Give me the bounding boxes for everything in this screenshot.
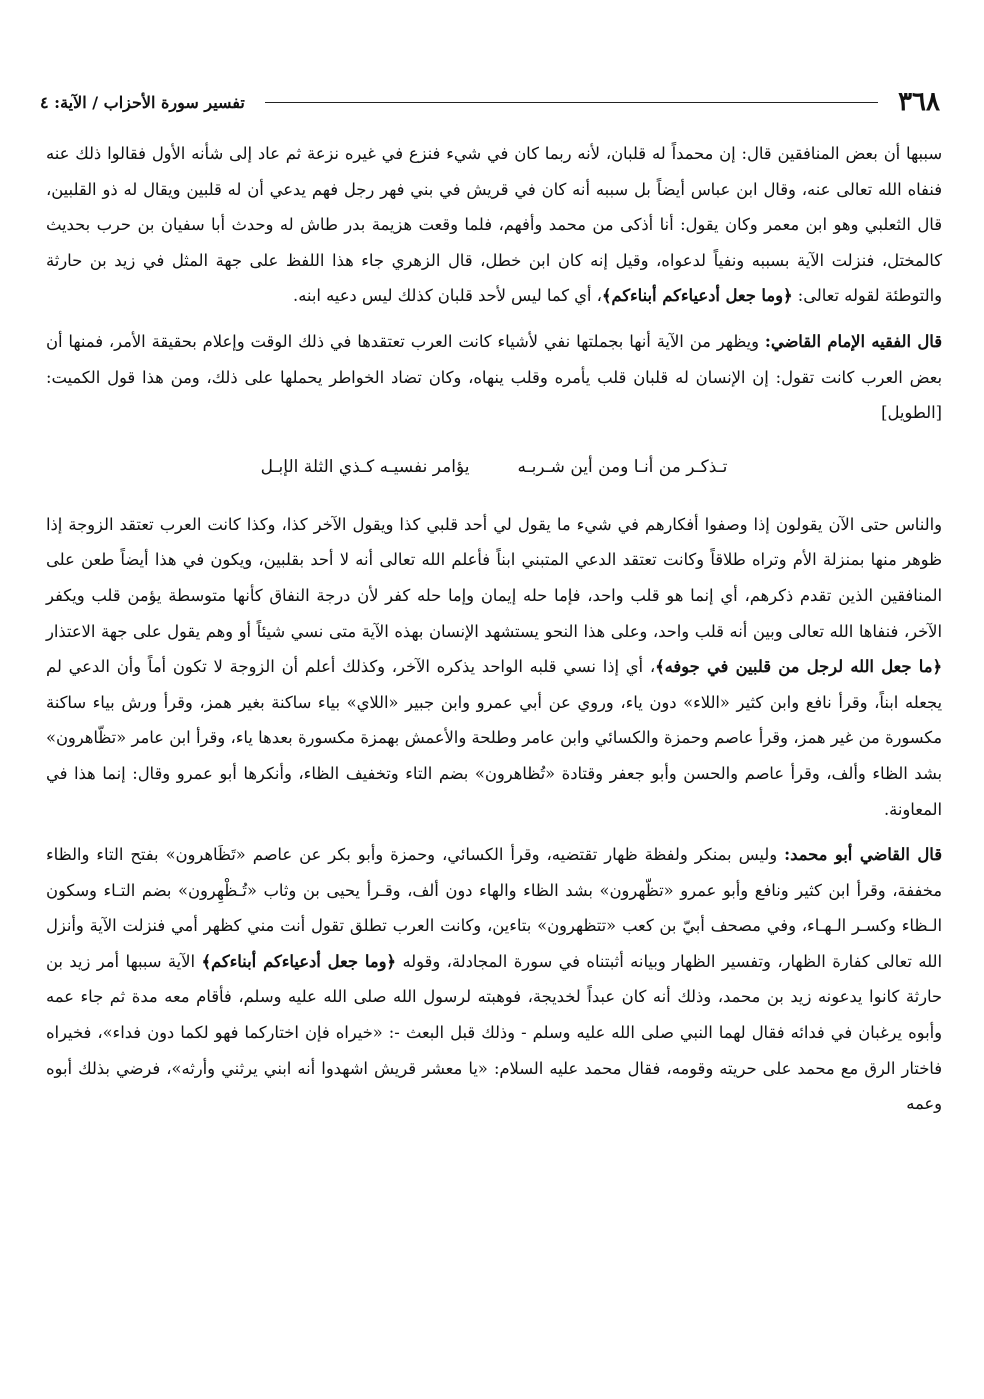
verse-first-hemistich: تـذكـر من أنـا ومن أين شـربـه	[517, 456, 728, 477]
paragraph-lead: قال الفقيه الإمام القاضي:	[764, 331, 942, 351]
quran-quote: ﴿وما جعل أدعياءكم أبناءكم﴾	[601, 286, 793, 306]
page-header	[40, 82, 940, 122]
paragraph	[46, 324, 942, 431]
body-text	[46, 136, 942, 1132]
paragraph-tail: الآية سببها أمر زيد بن حارثة كانوا يدعونه زيد بن محمد، وذلك أنه كان عبداً لخديجة، فوهبته لرسول الله صلى الله عليه وسلم، فأقام معه مدة ثم جاء عمه وأبوه يرغبان في فدائه فقال لهما النبي صلى الله عليه وسلم - وذلك قبل البعث -: «خيراه فإن اختاركما فهو لكما دون فداء»، فخيراه فاختار الرق مع محمد على حريته وقومه، فقال محمد عليه السلام: «يا معشر قريش اشهدوا أنه ابني يرثني وأرثه»، فرضي بذلك أبوه وعمه	[46, 951, 942, 1114]
poetic-meter: [الطويل]	[881, 403, 942, 423]
paragraph	[46, 136, 942, 314]
paragraph-text: وليس بمنكر ولفظة ظهار تقتضيه، وقرأ الكسائي، وحمزة وأبو بكر عن عاصم «تَظَاهرون» بفتح التاء والظاء مخففة، وقرأ ابن كثير ونافع وأبو عمرو «تظّهرون» بشد الظاء والهاء دون ألف، وقـرأ يحيى بن وثاب «تُـظْهِرون» بضم التـاء وسكون الـظاء وكسـر الـهـاء، وفي مصحف أبيّ بن كعب «تتظهرون» بتاءين، وكانت العرب تطلق تقول أنت مني كظهر أمي فنزلت الآية وأنزل الله تعالى كفارة الظهار، وتفسير الظهار وبيانه أثبتناه في سورة المجادلة، وقوله	[46, 845, 942, 971]
paragraph-text: والناس حتى الآن يقولون إذا وصفوا أفكارهم في شيء ما يقول لي أحد قلبي كذا ويقول الآخر كذا، وكذا كانت العرب تعتقد الزوجة إذا ظوهر منها بمنزلة الأم وتراه طلاقاً وكانت تعتقد الدعي المتبني ابناً فأعلم الله تعالى أنه لا أحد بقلبين، ويكون في هذا أيضاً طعن على المنافقين الذين تقدم ذكرهم، أي إنما هو قلب واحد، فإما حله إيمان وإما حله كفر لأن درجة النفاق كأنها متوسطة يؤمن قلب ويكفر الآخر، فنفاها الله تعالى وبين أنه قلب واحد، وعلى هذا النحو يستشهد الإنسان بهذه الآية متى نسي شيئاً أو وهم يقول على جهة الاعتذار	[46, 514, 942, 641]
paragraph-lead: قال القاضي أبو محمد:	[784, 845, 942, 865]
page-number: ٣٦٨	[898, 87, 940, 117]
paragraph-tail: ، أي إذا نسي قلبه الواحد يذكره الآخر، وكذلك أعلم أن الزوجة لا تكون أماً وأن الدعي لم يجعله ابناً، وقرأ نافع وابن كثير «اللاء» دون ياء، وروي عن أبي عمرو وابن جبير «اللاي» بياء ساكنة بغير همز، وقرأ ورش بياء ساكنة مكسورة من غير همز، وقرأ عاصم وحمزة والكسائي وابن عامر وطلحة والأعمش بهمزة مكسورة بعدها ياء، وقرأ ابن عامر «تظّاهرون» بشد الظاء وألف، وقرأ عاصم والحسن وأبو جعفر وقتادة «تُظاهرون» بضم التاء وتخفيف الظاء، وأنكرها أبو عمرو وقال: إنما هذا في المعاونة.	[46, 657, 942, 819]
quran-quote: ﴿ما جعل الله لرجل من قلبين في جوفه﴾	[655, 657, 942, 677]
poetry-verse	[46, 449, 942, 485]
header-rule	[265, 102, 878, 103]
verse-second-hemistich: يؤامر نفسيـه كـذي الثلة الإبـل	[260, 456, 470, 477]
paragraph-text: سببها أن بعض المنافقين قال: إن محمداً له قلبان، لأنه ربما كان في شيء فنزع في غيره نزعة ثم عاد إلى شأنه الأول فقالوا ذلك عنه فنفاه الله تعالى عنه، وقال ابن عباس أيضاً بل سببه أنه كان في قريش في بني فهر رجل فهم يدعي أن له قلبين ويقال له ذو القلبين، قال الثعلبي وهو ابن معمر وكان يقول: أنا أذكى من محمد وأفهم، فلما وقعت هزيمة بدر طاش له وحدث أبا سفيان بن حرب بحديث كالمختل، فنزلت الآية بسببه ونفياً لدعواه، وقيل إنه كان ابن خطل، قال الزهري جاء هذا اللفظ على جهة المثل في زيد بن حارثة والتوطئة لقوله تعالى:	[46, 144, 942, 306]
paragraph-tail: ، أي كما ليس لأحد قلبان كذلك ليس دعيه ابنه.	[293, 286, 602, 306]
paragraph	[46, 837, 942, 1122]
paragraph-text: ويظهر من الآية أنها بجملتها نفي لأشياء كانت العرب تعتقدها في ذلك الوقت وإعلام بحقيقة الأمر، فمنها أن بعض العرب كانت تقول: إن الإنسان له قلبان قلب يأمره وقلب ينهاه، وكان تضاد الخواطر يحملها على ذلك، ومن هذا قول الكميت:	[46, 331, 942, 387]
paragraph	[46, 507, 942, 827]
quran-quote: ﴿وما جعل أدعياءكم أبناءكم﴾	[201, 951, 396, 971]
running-title: تفسير سورة الأحزاب / الآية: ٤	[40, 92, 245, 112]
